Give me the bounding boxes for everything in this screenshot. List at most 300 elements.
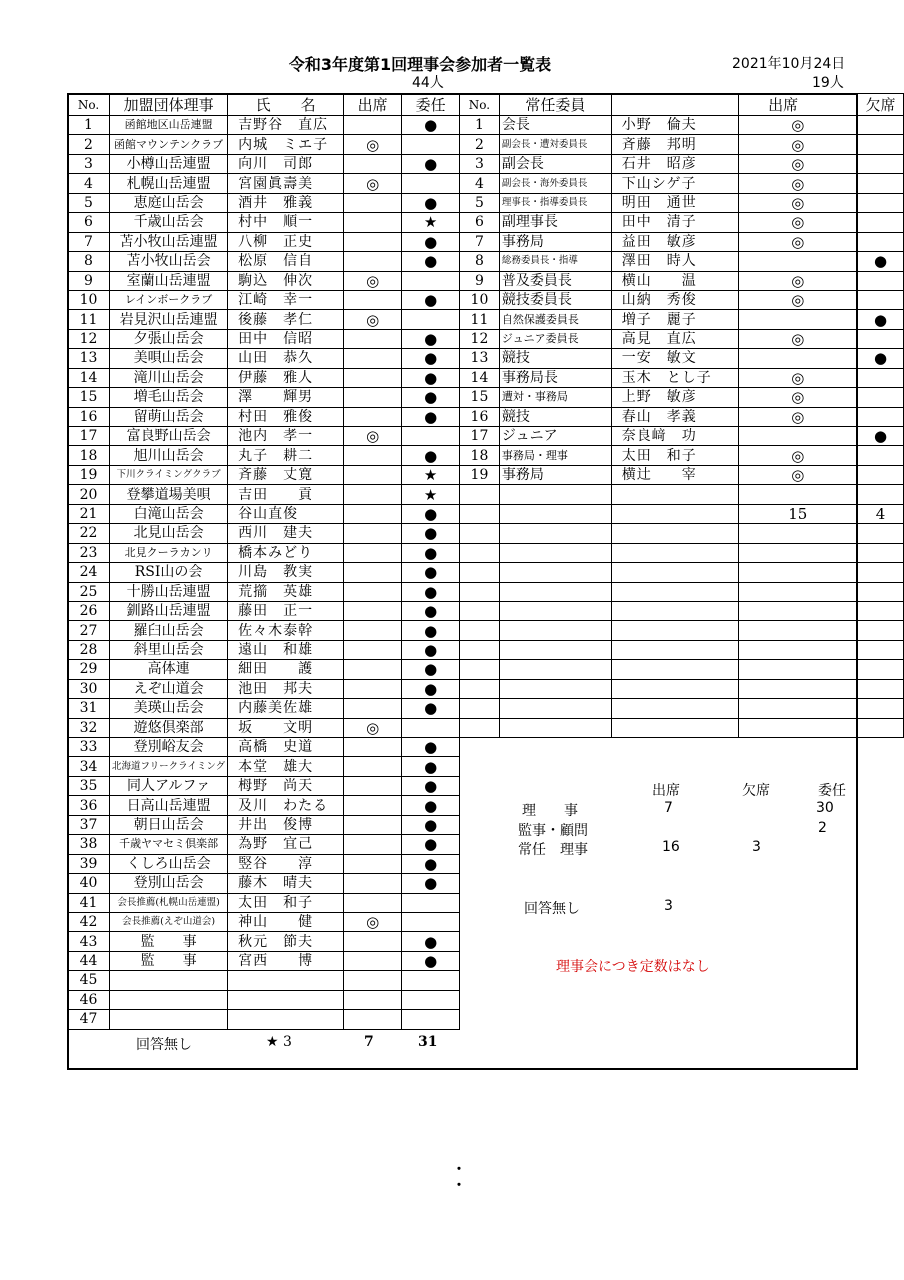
row-number: 15 <box>68 388 110 407</box>
row-number: 9 <box>68 271 110 290</box>
member-name: 松原 信自 <box>228 252 344 271</box>
row-number <box>460 601 500 620</box>
attend-mark: ◎ <box>738 446 857 465</box>
attend-mark <box>344 679 402 698</box>
summary-row-label: 理 事 <box>522 803 578 819</box>
member-name: 田中 信昭 <box>228 329 344 348</box>
member-name: 谷山直俊 <box>228 504 344 523</box>
table-row <box>460 640 904 659</box>
org-name: 登攀道場美唄 <box>110 485 228 504</box>
absent-mark <box>858 563 904 582</box>
attend-mark <box>344 757 402 776</box>
no-answer-star-count: ★ 3 <box>266 1034 292 1050</box>
member-name <box>611 601 738 620</box>
row-number: 47 <box>68 1010 110 1029</box>
org-name <box>110 1010 228 1029</box>
table-row <box>68 640 460 659</box>
member-name: 一安 敏文 <box>611 349 738 368</box>
summary-no-answer-label: 回答無し <box>524 901 580 917</box>
member-name: 井出 俊博 <box>228 815 344 834</box>
absent-mark <box>858 699 904 718</box>
delegate-mark: ● <box>402 504 460 523</box>
org-name: 夕張山岳会 <box>110 329 228 348</box>
attend-mark <box>738 640 857 659</box>
org-name: 小樽山岳連盟 <box>110 154 228 173</box>
attend-mark <box>344 835 402 854</box>
row-number: 8 <box>68 252 110 271</box>
attend-mark: ◎ <box>344 718 402 737</box>
org-name: 監 事 <box>110 951 228 970</box>
table-row <box>460 446 904 465</box>
row-number: 13 <box>68 349 110 368</box>
attend-mark: ◎ <box>738 290 857 309</box>
attend-mark <box>344 601 402 620</box>
table-row <box>68 621 460 640</box>
delegate-mark: ★ <box>402 485 460 504</box>
delegate-mark: ★ <box>402 465 460 484</box>
member-name: 吉野谷 直広 <box>228 116 344 135</box>
row-number: 12 <box>68 329 110 348</box>
delegate-mark: ● <box>402 407 460 426</box>
row-number: 2 <box>460 135 500 154</box>
left-count: 44人 <box>412 75 444 91</box>
absent-mark: ● <box>858 310 904 329</box>
org-name: 下川クライミングクラブ <box>110 465 228 484</box>
org-name: えぞ山道会 <box>110 679 228 698</box>
row-number: 39 <box>68 854 110 873</box>
member-name: 玉木 とし子 <box>611 368 738 387</box>
row-number: 40 <box>68 874 110 893</box>
role-name: 遭対・事務局 <box>499 388 611 407</box>
table-row <box>68 310 460 329</box>
table-row <box>460 660 904 679</box>
role-name <box>499 582 611 601</box>
org-name: 千歳山岳会 <box>110 213 228 232</box>
summary-header-delegate: 委任 <box>818 783 846 799</box>
summary-no-answer-value: 3 <box>664 898 673 914</box>
row-number: 23 <box>68 543 110 562</box>
attend-mark <box>344 815 402 834</box>
org-name: RSI山の会 <box>110 563 228 582</box>
table-row <box>68 796 460 815</box>
table-row <box>460 621 904 640</box>
summary-row-label: 常任 理事 <box>518 842 588 858</box>
attend-mark <box>344 971 402 990</box>
summary-header-absent: 欠席 <box>742 783 770 799</box>
table-row <box>460 465 904 484</box>
delegate-mark: ● <box>402 796 460 815</box>
attend-mark <box>738 699 857 718</box>
row-number: 43 <box>68 932 110 951</box>
delegate-mark: ● <box>402 757 460 776</box>
org-name: 登別峪友会 <box>110 738 228 757</box>
row-number: 13 <box>460 349 500 368</box>
delegate-mark <box>402 271 460 290</box>
table-row <box>460 271 904 290</box>
role-name <box>499 718 611 737</box>
member-name <box>611 524 738 543</box>
absent-mark <box>858 543 904 562</box>
attend-mark <box>344 485 402 504</box>
delegate-mark: ● <box>402 738 460 757</box>
member-name <box>611 485 738 504</box>
row-number: 6 <box>68 213 110 232</box>
org-name: 北海道フリークライミング <box>110 757 228 776</box>
director-table <box>67 93 460 1030</box>
role-name: 事務局・理事 <box>499 446 611 465</box>
table-row <box>68 990 460 1009</box>
attend-mark <box>738 485 857 504</box>
row-number: 38 <box>68 835 110 854</box>
table-row <box>68 271 460 290</box>
row-number: 6 <box>460 213 500 232</box>
absent-mark <box>858 213 904 232</box>
attend-mark <box>344 154 402 173</box>
absent-mark <box>858 465 904 484</box>
no-answer-label: 回答無し <box>136 1037 192 1053</box>
row-number: 11 <box>460 310 500 329</box>
standing-committee-table <box>459 93 904 738</box>
member-name: 西川 建夫 <box>228 524 344 543</box>
org-name: 北見山岳会 <box>110 524 228 543</box>
row-number: 18 <box>68 446 110 465</box>
table-row <box>460 174 904 193</box>
org-name: 釧路山岳連盟 <box>110 601 228 620</box>
table-row <box>68 718 460 737</box>
attend-mark <box>344 524 402 543</box>
member-name: 下山シゲ子 <box>611 174 738 193</box>
absent-mark <box>858 660 904 679</box>
org-name: 同人アルファ <box>110 776 228 795</box>
table-row <box>460 582 904 601</box>
table-row <box>68 524 460 543</box>
member-name: 本堂 雄大 <box>228 757 344 776</box>
absent-mark <box>858 329 904 348</box>
row-number <box>460 504 500 523</box>
org-name: くしろ山岳会 <box>110 854 228 873</box>
attend-mark: ◎ <box>738 174 857 193</box>
role-name: 事務局長 <box>499 368 611 387</box>
role-name <box>499 543 611 562</box>
attend-mark <box>344 232 402 251</box>
table-row <box>68 835 460 854</box>
row-number: 12 <box>460 329 500 348</box>
document-date: 2021年10月24日 <box>732 56 846 72</box>
attend-mark: ◎ <box>344 135 402 154</box>
row-number: 3 <box>460 154 500 173</box>
member-name: 栂野 尚天 <box>228 776 344 795</box>
delegate-mark: ● <box>402 679 460 698</box>
row-number: 17 <box>68 427 110 446</box>
table-row <box>68 679 460 698</box>
member-name <box>611 640 738 659</box>
member-name <box>611 504 738 523</box>
attend-mark <box>344 582 402 601</box>
attend-mark <box>344 329 402 348</box>
role-name: 副理事長 <box>499 213 611 232</box>
member-name: 為野 宜己 <box>228 835 344 854</box>
member-name <box>611 543 738 562</box>
absent-mark <box>858 368 904 387</box>
member-name: 細田 護 <box>228 660 344 679</box>
table-row <box>460 504 904 523</box>
attend-mark <box>344 213 402 232</box>
member-name <box>228 971 344 990</box>
delegate-mark: ● <box>402 951 460 970</box>
attend-mark <box>344 193 402 212</box>
org-name: 遊悠倶楽部 <box>110 718 228 737</box>
table-row <box>460 329 904 348</box>
delegate-mark <box>402 893 460 912</box>
attend-mark: ◎ <box>738 368 857 387</box>
table-row <box>68 1010 460 1029</box>
row-number: 35 <box>68 776 110 795</box>
attend-mark <box>344 951 402 970</box>
role-name: 競技 <box>499 349 611 368</box>
summary-row-absent: 3 <box>752 839 761 855</box>
row-number <box>460 524 500 543</box>
row-number: 19 <box>68 465 110 484</box>
member-name: 奈良﨑 功 <box>611 427 738 446</box>
row-number: 24 <box>68 563 110 582</box>
table-row <box>68 329 460 348</box>
attend-mark <box>344 874 402 893</box>
delegate-mark: ● <box>402 640 460 659</box>
table-row <box>68 699 460 718</box>
delegate-mark: ● <box>402 368 460 387</box>
delegate-mark: ● <box>402 388 460 407</box>
member-name <box>228 1010 344 1029</box>
delegate-header: 委任 <box>402 94 460 116</box>
table-row <box>68 154 460 173</box>
table-row <box>68 213 460 232</box>
attend-mark <box>738 563 857 582</box>
org-name: レインボークラブ <box>110 290 228 309</box>
member-name <box>611 660 738 679</box>
member-name: 佐々木泰幹 <box>228 621 344 640</box>
delegate-mark: ● <box>402 776 460 795</box>
member-name: 池田 邦夫 <box>228 679 344 698</box>
table-row <box>460 232 904 251</box>
row-number: 42 <box>68 912 110 931</box>
member-name: 伊藤 雅人 <box>228 368 344 387</box>
row-number: 14 <box>460 368 500 387</box>
attend-mark: ◎ <box>344 271 402 290</box>
attend-mark <box>344 990 402 1009</box>
member-name: 神山 健 <box>228 912 344 931</box>
row-number: 14 <box>68 368 110 387</box>
row-number: 30 <box>68 679 110 698</box>
row-number: 25 <box>68 582 110 601</box>
org-name: 白滝山岳会 <box>110 504 228 523</box>
attend-mark <box>344 640 402 659</box>
table-row <box>460 427 904 446</box>
table-row <box>68 135 460 154</box>
row-number: 7 <box>460 232 500 251</box>
table-row <box>68 193 460 212</box>
table-row <box>68 368 460 387</box>
role-name: 副会長 <box>499 154 611 173</box>
row-number: 15 <box>460 388 500 407</box>
member-name: 山納 秀俊 <box>611 290 738 309</box>
attend-mark: ◎ <box>738 329 857 348</box>
absent-mark <box>858 407 904 426</box>
delegate-mark <box>402 135 460 154</box>
row-number: 5 <box>68 193 110 212</box>
delegate-mark <box>402 990 460 1009</box>
row-number: 18 <box>460 446 500 465</box>
page-title: 令和3年度第1回理事会参加者一覧表 <box>288 55 552 74</box>
summary-row-delegate: 2 <box>818 820 827 836</box>
attend-mark <box>344 543 402 562</box>
row-number: 19 <box>460 465 500 484</box>
member-name <box>228 990 344 1009</box>
org-name: 千歳ヤマセミ倶楽部 <box>110 835 228 854</box>
absent-mark <box>858 193 904 212</box>
attend-mark <box>344 368 402 387</box>
role-name <box>499 485 611 504</box>
row-number <box>460 640 500 659</box>
table-row <box>460 290 904 309</box>
row-number: 46 <box>68 990 110 1009</box>
row-number <box>460 543 500 562</box>
member-name: 江崎 幸一 <box>228 290 344 309</box>
member-name: 荒擶 英雄 <box>228 582 344 601</box>
attend-mark <box>344 796 402 815</box>
table-row <box>460 485 904 504</box>
member-name: 酒井 雅義 <box>228 193 344 212</box>
role-name <box>499 524 611 543</box>
row-number: 4 <box>68 174 110 193</box>
absent-mark <box>858 290 904 309</box>
role-name <box>499 621 611 640</box>
delegate-mark: ● <box>402 349 460 368</box>
role-name: ジュニア <box>499 427 611 446</box>
table-row <box>68 757 460 776</box>
table-row <box>460 349 904 368</box>
delegate-mark: ● <box>402 116 460 135</box>
role-name: ジュニア委員長 <box>499 329 611 348</box>
attend-mark: ◎ <box>344 310 402 329</box>
role-name <box>499 563 611 582</box>
attend-mark <box>344 893 402 912</box>
row-number: 10 <box>460 290 500 309</box>
delegate-mark: ● <box>402 563 460 582</box>
org-name: 美瑛山岳会 <box>110 699 228 718</box>
attend-mark <box>344 407 402 426</box>
attend-mark <box>738 310 857 329</box>
row-number: 9 <box>460 271 500 290</box>
row-number: 3 <box>68 154 110 173</box>
member-name <box>611 718 738 737</box>
attend-mark <box>738 543 857 562</box>
row-number: 41 <box>68 893 110 912</box>
org-name: 朝日山岳会 <box>110 815 228 834</box>
delegate-mark <box>402 912 460 931</box>
attend-mark <box>738 679 857 698</box>
summary-row-label: 監事・顧問 <box>518 823 588 839</box>
member-name: 池内 孝一 <box>228 427 344 446</box>
member-name: 橋本みどり <box>228 543 344 562</box>
row-number: 17 <box>460 427 500 446</box>
name-header <box>611 94 738 116</box>
table-row <box>460 524 904 543</box>
org-name <box>110 990 228 1009</box>
attend-mark: ◎ <box>738 213 857 232</box>
org-header: 加盟団体理事 <box>110 94 228 116</box>
member-name <box>611 582 738 601</box>
attend-mark <box>344 738 402 757</box>
summary-row-attend: 7 <box>664 800 673 816</box>
delegate-mark: ● <box>402 601 460 620</box>
org-name: 監 事 <box>110 932 228 951</box>
member-name: 太田 和子 <box>611 446 738 465</box>
member-name: 澤田 時人 <box>611 252 738 271</box>
table-row <box>68 446 460 465</box>
table-row <box>68 116 460 135</box>
member-name: 宮西 博 <box>228 951 344 970</box>
org-name: 羅臼山岳会 <box>110 621 228 640</box>
delegate-mark: ● <box>402 582 460 601</box>
delegate-mark: ● <box>402 446 460 465</box>
delegate-mark: ● <box>402 252 460 271</box>
row-number: 1 <box>460 116 500 135</box>
org-name: 斜里山岳会 <box>110 640 228 659</box>
org-name: 登別山岳会 <box>110 874 228 893</box>
role-name: 自然保護委員長 <box>499 310 611 329</box>
role-name: 副会長・遭対委員長 <box>499 135 611 154</box>
attend-mark <box>344 290 402 309</box>
attend-mark <box>738 660 857 679</box>
role-name: 事務局 <box>499 232 611 251</box>
attend-mark <box>344 621 402 640</box>
attend-mark <box>738 582 857 601</box>
member-name: 横辻 宰 <box>611 465 738 484</box>
attend-mark: ◎ <box>738 232 857 251</box>
delegate-mark: ● <box>402 932 460 951</box>
attend-mark: ◎ <box>344 427 402 446</box>
total-delegate: 31 <box>418 1034 438 1050</box>
attend-mark <box>344 446 402 465</box>
no-header: No. <box>68 94 110 116</box>
row-number <box>460 485 500 504</box>
row-number: 1 <box>68 116 110 135</box>
table-row <box>68 971 460 990</box>
row-number <box>460 699 500 718</box>
table-row <box>460 135 904 154</box>
row-number: 11 <box>68 310 110 329</box>
footer-marks: ・ ・ <box>452 1162 466 1194</box>
absent-mark <box>858 116 904 135</box>
role-name <box>499 601 611 620</box>
member-name: 秋元 節夫 <box>228 932 344 951</box>
member-name: 八柳 正史 <box>228 232 344 251</box>
role-name: 事務局 <box>499 465 611 484</box>
attend-mark: ◎ <box>738 271 857 290</box>
table-row <box>460 543 904 562</box>
row-number: 20 <box>68 485 110 504</box>
member-name: 高見 直広 <box>611 329 738 348</box>
table-row <box>460 718 904 737</box>
attend-mark <box>344 776 402 795</box>
member-name: 村中 順一 <box>228 213 344 232</box>
row-number: 26 <box>68 601 110 620</box>
table-row <box>460 116 904 135</box>
member-name: 上野 敏彦 <box>611 388 738 407</box>
no-header: No. <box>460 94 500 116</box>
member-name: 澤 輝男 <box>228 388 344 407</box>
member-name: 藤田 正一 <box>228 601 344 620</box>
